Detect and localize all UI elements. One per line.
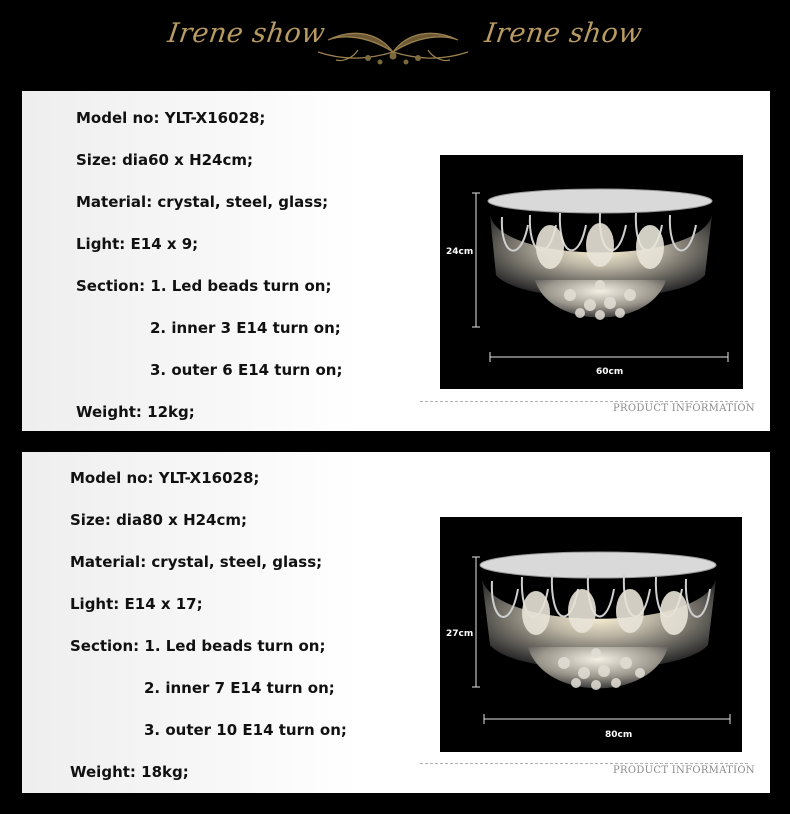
chandelier-photo: [440, 155, 743, 389]
product-information-label: PRODUCT INFORMATION: [613, 403, 755, 414]
chandelier-photo: [440, 517, 742, 752]
product-information-label: PRODUCT INFORMATION: [613, 765, 755, 776]
chandelier-image: [440, 517, 742, 752]
material-spec: Material: crystal, steel, glass;: [76, 193, 329, 211]
light-spec: Light: E14 x 17;: [70, 595, 203, 613]
product-panel-2: [22, 452, 770, 793]
ornament-flourish-icon: [298, 22, 488, 68]
info-divider: [420, 401, 748, 402]
product-panel-1: [22, 91, 770, 431]
brand-header: [0, 0, 790, 90]
section-spec-3: 3. outer 6 E14 turn on;: [150, 361, 343, 379]
height-dimension: 24cm: [446, 247, 474, 257]
section-spec-1: Section: 1. Led beads turn on;: [76, 277, 332, 295]
size-spec: Size: dia80 x H24cm;: [70, 511, 248, 529]
section-spec-2: 2. inner 7 E14 turn on;: [144, 679, 335, 697]
section-spec-1: Section: 1. Led beads turn on;: [70, 637, 326, 655]
material-spec: Material: crystal, steel, glass;: [70, 553, 323, 571]
weight-spec: Weight: 18kg;: [70, 763, 189, 781]
section-spec-3: 3. outer 10 E14 turn on;: [144, 721, 347, 739]
weight-spec: Weight: 12kg;: [76, 403, 195, 421]
model-number: Model no: YLT-X16028;: [76, 109, 266, 127]
width-dimension: 80cm: [605, 730, 633, 740]
brand-name-right: Irene show: [482, 18, 645, 49]
section-spec-2: 2. inner 3 E14 turn on;: [150, 319, 341, 337]
height-dimension: 27cm: [446, 629, 474, 639]
size-spec: Size: dia60 x H24cm;: [76, 151, 254, 169]
light-spec: Light: E14 x 9;: [76, 235, 199, 253]
chandelier-image: [440, 155, 743, 389]
width-dimension: 60cm: [596, 367, 624, 377]
brand-name-left: Irene show: [165, 18, 328, 49]
model-number: Model no: YLT-X16028;: [70, 469, 260, 487]
info-divider: [420, 763, 748, 764]
